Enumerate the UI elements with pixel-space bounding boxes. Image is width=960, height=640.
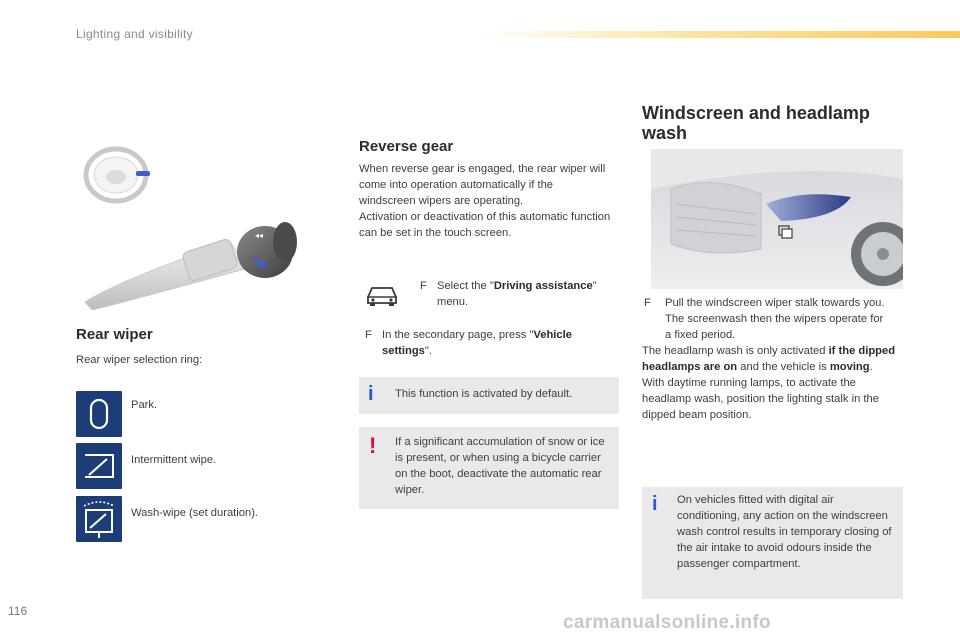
steering-wheel-illustration bbox=[80, 145, 152, 205]
intermittent-wipe-icon bbox=[76, 443, 122, 489]
reverse-gear-paragraph bbox=[359, 161, 611, 241]
wash-wipe-label: Wash-wipe (set duration). bbox=[131, 507, 259, 519]
wiper-stalk-illustration bbox=[80, 210, 305, 310]
intermittent-wipe-label: Intermittent wipe. bbox=[131, 454, 217, 466]
park-icon bbox=[76, 391, 122, 437]
bullet-marker: F bbox=[420, 280, 427, 292]
watermark: carmanualsonline.info bbox=[563, 612, 771, 633]
bullet-marker: F bbox=[365, 329, 372, 341]
wash-wipe-icon bbox=[76, 496, 122, 542]
park-icon-box bbox=[76, 391, 122, 437]
reverse-gear-heading: Reverse gear bbox=[359, 138, 454, 155]
intermittent-wipe-icon-box bbox=[76, 443, 122, 489]
headlamp-wash-heading: Windscreen and headlamp wash bbox=[642, 103, 870, 143]
warning-note-text: If a significant accumulation of snow or ice is present, or when using a bicycle carrier on the boot, deactivate the automatic rear wiper. bbox=[395, 436, 605, 496]
page-number: 116 bbox=[8, 604, 28, 618]
car-front-illustration bbox=[651, 149, 903, 289]
info-icon: i bbox=[652, 493, 658, 515]
rear-wiper-heading: Rear wiper bbox=[76, 326, 153, 343]
headlamp-paragraph: The headlamp wash is only activated if the dipped headlamps are on and the vehicle is moving. With daytime running lamps, to activate the headlamp wash, position the lighting stalk in the dipped beam position. bbox=[642, 345, 896, 421]
info-icon: i bbox=[368, 383, 374, 405]
svg-text:◂◂: ◂◂ bbox=[255, 231, 264, 240]
info-note-air-text: On vehicles fitted with digital air conditioning, any action on the windscreen wash control results in temporary closing of the air intake to avoid odours inside the passenger compartment. bbox=[677, 494, 892, 570]
reverse-step-1: Select the "Driving assistance" menu. bbox=[437, 280, 597, 308]
header-accent-bar bbox=[480, 31, 960, 38]
section-title: Lighting and visibility bbox=[76, 27, 193, 41]
warning-icon: ! bbox=[369, 433, 377, 458]
reverse-step-2: In the secondary page, press "Vehicle settings". bbox=[382, 329, 572, 357]
headlamp-step: Pull the windscreen wiper stalk towards you. The screenwash then the wipers operate for a fixed period. bbox=[665, 297, 885, 341]
wash-wipe-icon-box bbox=[76, 496, 122, 542]
car-icon bbox=[364, 283, 400, 307]
park-label: Park. bbox=[131, 399, 158, 411]
reverse-gear-p1: When reverse gear is engaged, the rear wiper will come into operation automatically if the windscreen wipers are operating. bbox=[359, 163, 606, 207]
reverse-gear-p2: Activation or deactivation of this automatic function can be set in the touch screen. bbox=[359, 211, 611, 239]
rear-wiper-intro: Rear wiper selection ring: bbox=[76, 354, 203, 366]
info-note-default-text: This function is activated by default. bbox=[395, 388, 573, 400]
bullet-marker: F bbox=[644, 297, 651, 309]
